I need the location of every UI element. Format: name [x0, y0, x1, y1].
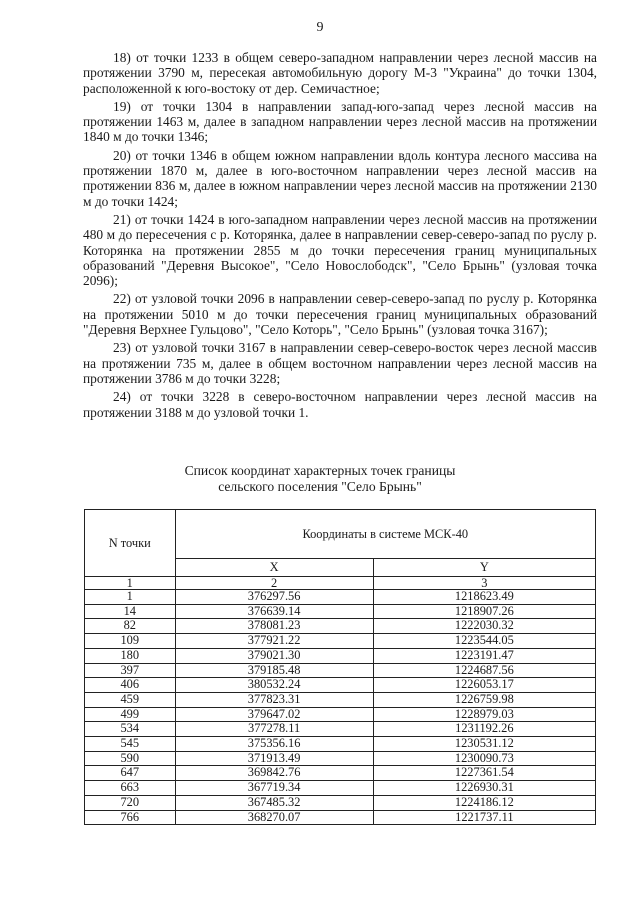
point-number-cell: 720 — [85, 795, 176, 810]
paragraph-18: 18) от точки 1233 в общем северо-западном направлении через лесной массив на протяжении 3790 м, пересекая автомобильную дорогу М-3 "Украина" до точки 1304, расположенной к юго-востоку от дер. Семичастное; — [83, 50, 597, 96]
y-coordinate-cell: 1218907.26 — [373, 604, 595, 619]
table-row — [85, 781, 596, 796]
table-row — [85, 737, 596, 752]
paragraph-19: 19) от точки 1304 в направлении запад-юго-запад через лесной массив на протяжении 1463 м, далее в западном направлении через лесной массив на протяжении 1840 м до точки 1346; — [83, 98, 597, 145]
x-coordinate-cell: 367485.32 — [175, 795, 373, 810]
paragraph-22: 22) от узловой точки 2096 в направлении север-северо-запад по руслу р. Которянка на протяжении 5010 м до точки пересечения границ муниципальных образований "Деревня Верхнее Гульцово", "Село Которь", "Село Брынь" (узловая точка 3167); — [83, 291, 597, 338]
coordinates-table — [84, 509, 596, 825]
paragraph-23: 23) от узловой точки 3167 в направлении север-северо-восток через лесной массив на протяжении 735 м, далее в общем восточном направлении через лесной массив на протяжении 3786 м до точки 3228; — [83, 340, 597, 386]
column-number-row — [85, 577, 596, 590]
y-coordinate-cell: 1226053.17 — [373, 678, 595, 693]
y-coordinate-cell: 1226930.31 — [373, 781, 595, 796]
table-caption — [0, 463, 640, 495]
page-number: 9 — [316, 20, 324, 35]
table-row — [85, 604, 596, 619]
x-coordinate-cell: 371913.49 — [175, 751, 373, 766]
boundary-description — [83, 50, 597, 423]
x-coordinate-cell: 379021.30 — [175, 648, 373, 663]
table-row — [85, 590, 596, 605]
coordinates-table-body — [85, 577, 596, 825]
point-number-cell: 545 — [85, 737, 176, 752]
table-row — [85, 692, 596, 707]
table-row — [85, 810, 596, 825]
y-coordinate-cell: 1228979.03 — [373, 707, 595, 722]
point-number-cell: 766 — [85, 810, 176, 825]
table-row — [85, 722, 596, 737]
x-coordinate-cell: 375356.16 — [175, 737, 373, 752]
table-row — [85, 663, 596, 678]
header-point-number: N точки — [85, 510, 176, 577]
y-coordinate-cell: 1231192.26 — [373, 722, 595, 737]
y-coordinate-cell: 1224687.56 — [373, 663, 595, 678]
point-number-cell: 14 — [85, 604, 176, 619]
table-caption-line-2: сельского поселения "Село Брынь" — [218, 479, 422, 494]
paragraph-20: 20) от точки 1346 в общем южном направлении вдоль контура лесного массива на протяжении 1870 м, далее в юго-восточном направлении через лесной массив на протяжении 836 м, далее в южном направлении через лесной массив на протяжении 2130 м до точки 1424; — [83, 147, 597, 209]
point-number-cell: 406 — [85, 678, 176, 693]
y-coordinate-cell: 1224186.12 — [373, 795, 595, 810]
x-coordinate-cell: 377921.22 — [175, 634, 373, 649]
y-coordinate-cell: 1218623.49 — [373, 590, 595, 605]
table-row — [85, 634, 596, 649]
point-number-cell: 499 — [85, 707, 176, 722]
x-coordinate-cell: 376639.14 — [175, 604, 373, 619]
column-number: 3 — [373, 577, 595, 590]
point-number-cell: 534 — [85, 722, 176, 737]
table-row — [85, 795, 596, 810]
point-number-cell: 1 — [85, 590, 176, 605]
point-number-cell: 82 — [85, 619, 176, 634]
y-coordinate-cell: 1223544.05 — [373, 634, 595, 649]
x-coordinate-cell: 376297.56 — [175, 590, 373, 605]
table-caption-line-1: Список координат характерных точек границы — [184, 463, 456, 478]
paragraph-24: 24) от точки 3228 в северо-восточном направлении через лесной массив на протяжении 3188 м до узловой точки 1. — [83, 389, 597, 420]
table-row — [85, 619, 596, 634]
point-number-cell: 590 — [85, 751, 176, 766]
x-coordinate-cell: 369842.76 — [175, 766, 373, 781]
point-number-cell: 663 — [85, 781, 176, 796]
x-coordinate-cell: 367719.34 — [175, 781, 373, 796]
x-coordinate-cell: 378081.23 — [175, 619, 373, 634]
x-coordinate-cell: 380532.24 — [175, 678, 373, 693]
table-row — [85, 648, 596, 663]
x-coordinate-cell: 379647.02 — [175, 707, 373, 722]
x-coordinate-cell: 379185.48 — [175, 663, 373, 678]
paragraph-21: 21) от точки 1424 в юго-западном направлении через лесной массив на протяжении 480 м до пересечения с р. Которянка, далее в направлении север-северо-запад по руслу р. Которянка на протяжении 2855 м до точки пересечения границ муниципальных образований "Деревня Высокое", "Село Новослободск", "Село Брынь" (узловая точка 2096); — [83, 211, 597, 289]
y-coordinate-cell: 1223191.47 — [373, 648, 595, 663]
column-number: 1 — [85, 577, 176, 590]
x-coordinate-cell: 377278.11 — [175, 722, 373, 737]
table-row — [85, 707, 596, 722]
table-row — [85, 751, 596, 766]
column-number: 2 — [175, 577, 373, 590]
point-number-cell: 180 — [85, 648, 176, 663]
x-coordinate-cell: 368270.07 — [175, 810, 373, 825]
y-coordinate-cell: 1227361.54 — [373, 766, 595, 781]
point-number-cell: 647 — [85, 766, 176, 781]
point-number-cell: 459 — [85, 692, 176, 707]
y-coordinate-cell: 1230090.73 — [373, 751, 595, 766]
y-coordinate-cell: 1222030.32 — [373, 619, 595, 634]
header-y: Y — [373, 559, 595, 577]
header-x: X — [175, 559, 373, 577]
y-coordinate-cell: 1226759.98 — [373, 692, 595, 707]
x-coordinate-cell: 377823.31 — [175, 692, 373, 707]
point-number-cell: 109 — [85, 634, 176, 649]
table-row — [85, 678, 596, 693]
table-row — [85, 766, 596, 781]
header-coordinate-system: Координаты в системе МСК-40 — [175, 510, 595, 559]
y-coordinate-cell: 1221737.11 — [373, 810, 595, 825]
y-coordinate-cell: 1230531.12 — [373, 737, 595, 752]
point-number-cell: 397 — [85, 663, 176, 678]
